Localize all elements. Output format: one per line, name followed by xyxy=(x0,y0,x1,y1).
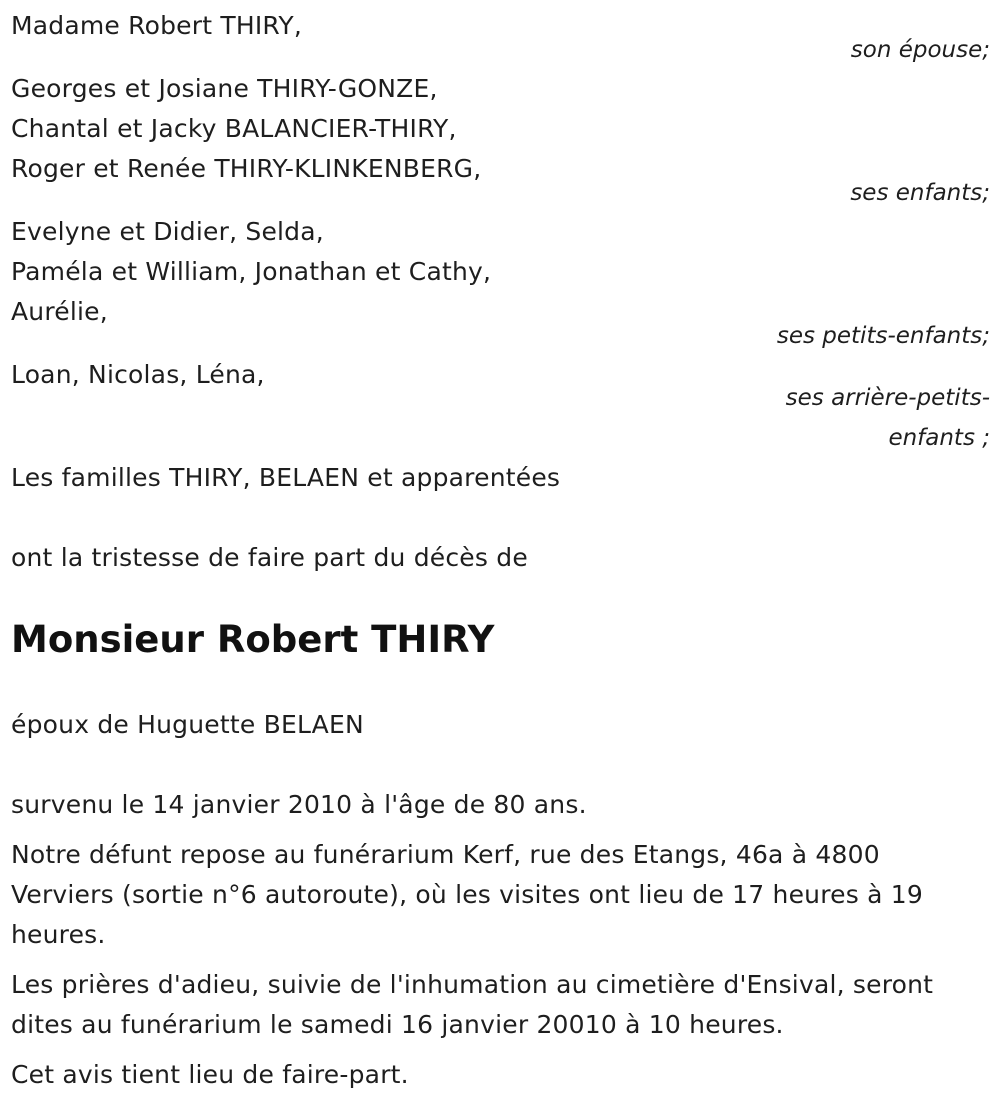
children-line-1: Georges et Josiane THIRY-GONZE, xyxy=(11,74,438,103)
children-role: ses enfants; xyxy=(850,180,990,206)
great-grandchildren-role-line-2: enfants ; xyxy=(888,425,990,451)
announcement-line: ont la tristesse de faire part du décès de xyxy=(11,543,528,572)
children-line-2: Chantal et Jacky BALANCIER-THIRY, xyxy=(11,114,457,143)
grandchildren-line-1: Evelyne et Didier, Selda, xyxy=(11,217,324,246)
grandchildren-line-3: Aurélie, xyxy=(11,297,108,326)
spouse-names: Madame Robert THIRY, xyxy=(11,11,303,40)
children-line-3: Roger et Renée THIRY-KLINKENBERG, xyxy=(11,154,482,183)
grandchildren-line-2: Paméla et William, Jonathan et Cathy, xyxy=(11,257,492,286)
prayers-info: Les prières d'adieu, suivie de l'inhumation au cimetière d'Ensival, seront dites au funérarium le samedi 16 janvier 20010 à 10 heures. xyxy=(11,970,934,1039)
families-line: Les familles THIRY, BELAEN et apparentées xyxy=(11,463,561,492)
repose-info: Notre défunt repose au funérarium Kerf, rue des Etangs, 46a à 4800 Verviers (sortie n°6 autoroute), où les visites ont lieu de 17 heures à 19 heures. xyxy=(11,840,923,949)
spouse-role: son épouse; xyxy=(850,37,990,63)
great-grandchildren-names: Loan, Nicolas, Léna, xyxy=(11,360,265,389)
great-grandchildren-role-line-1: ses arrière-petits- xyxy=(785,385,990,411)
grandchildren-role: ses petits-enfants; xyxy=(776,323,990,349)
death-info: survenu le 14 janvier 2010 à l'âge de 80 ans. xyxy=(11,790,587,819)
deceased-name: Monsieur Robert THIRY xyxy=(11,618,495,661)
spouse-of-line: époux de Huguette BELAEN xyxy=(11,710,364,739)
closing-line: Cet avis tient lieu de faire-part. xyxy=(11,1060,409,1089)
